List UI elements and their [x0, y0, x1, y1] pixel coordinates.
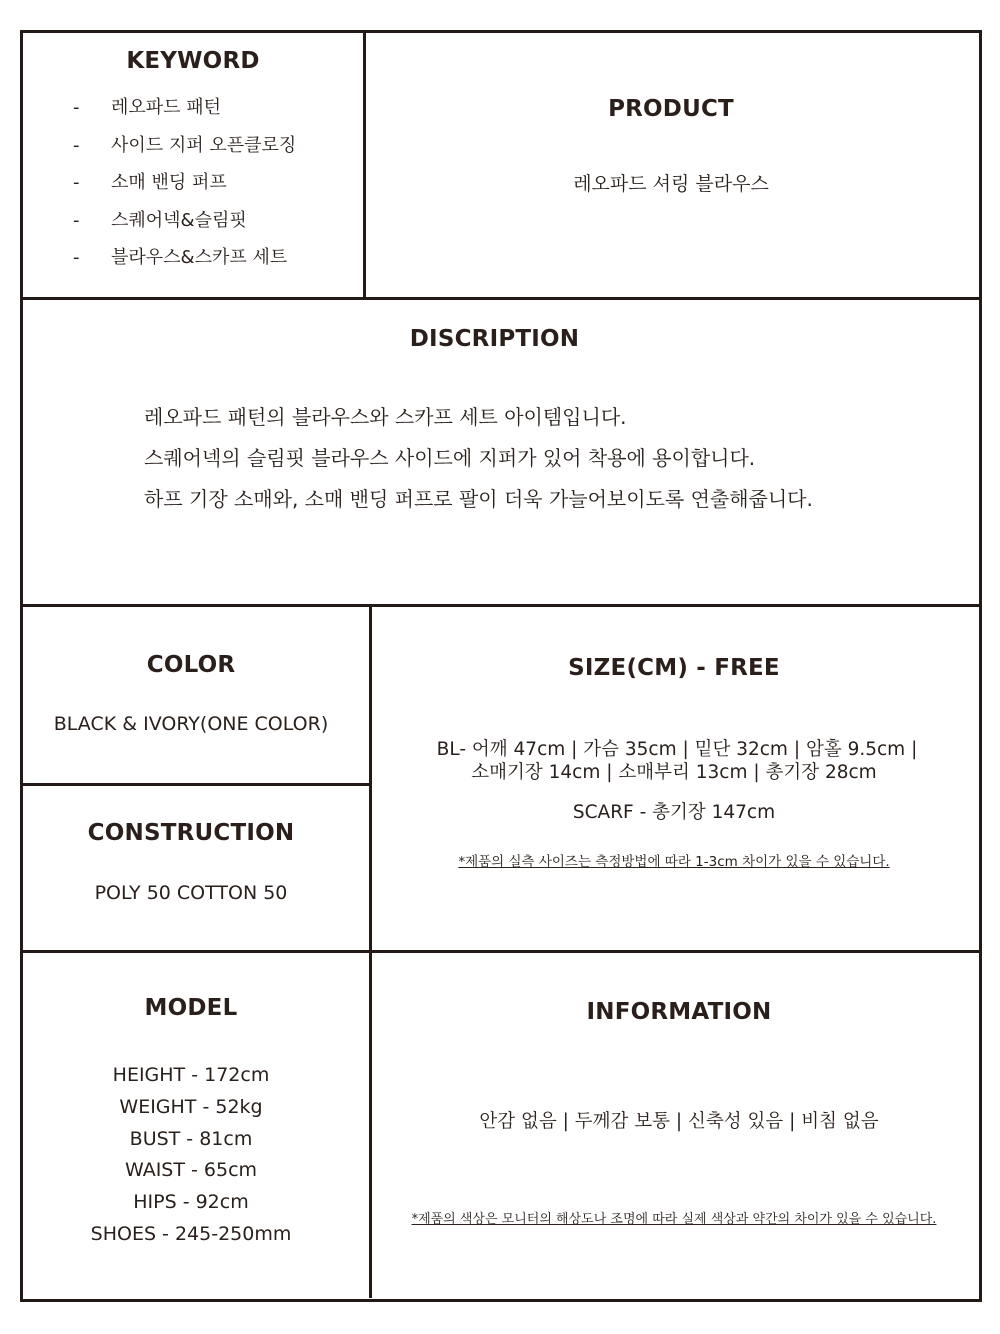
size-title: SIZE(CM) - FREE — [568, 655, 780, 681]
model-height: HEIGHT - 172cm — [112, 1064, 270, 1086]
size-note: *제품의 실측 사이즈는 측정방법에 따라 1-3cm 차이가 있을 수 있습니다. — [458, 854, 890, 870]
product-title: PRODUCT — [608, 96, 734, 122]
information-section — [372, 953, 976, 1296]
list-item: - 블라우스&스카프 세트 — [73, 247, 288, 268]
color-title: COLOR — [146, 652, 236, 678]
keyword-section — [23, 33, 363, 297]
model-measurements — [23, 1060, 359, 1251]
keyword-title: KEYWORD — [126, 48, 260, 74]
model-bust: BUST - 81cm — [129, 1127, 253, 1150]
description-section — [23, 300, 976, 604]
list-item: - 사이드 지퍼 오픈클로징 — [73, 134, 297, 156]
keyword-list — [23, 89, 363, 277]
description-title: DISCRIPTION — [409, 326, 580, 352]
size-scarf: SCARF - 총기장 147cm — [572, 802, 776, 823]
list-item: - 스퀘어넥&슬림핏 — [73, 209, 247, 231]
list-item: - 소매 밴딩 퍼프 — [73, 172, 227, 193]
model-shoes: SHOES - 245-250mm — [90, 1222, 292, 1245]
information-value: 안감 없음 | 두께감 보통 | 신축성 있음 | 비침 없음 — [479, 1111, 879, 1132]
construction-value: POLY 50 COTTON 50 — [94, 882, 288, 904]
color-value: BLACK & IVORY(ONE COLOR) — [53, 713, 329, 735]
model-hips: HIPS - 92cm — [133, 1191, 249, 1214]
model-title: MODEL — [144, 995, 238, 1021]
size-section — [372, 607, 976, 950]
model-section — [23, 953, 369, 1296]
description-text — [144, 397, 944, 520]
construction-title: CONSTRUCTION — [87, 820, 295, 846]
description-line: 레오파드 패턴의 블라우스와 스카프 세트 아이템입니다. — [144, 405, 627, 429]
product-section — [366, 33, 976, 297]
construction-section — [23, 786, 369, 950]
model-waist: WAIST - 65cm — [124, 1159, 258, 1182]
information-title: INFORMATION — [586, 999, 772, 1025]
product-name: 레오파드 셔링 블라우스 — [573, 173, 769, 195]
information-note: *제품의 색상은 모니터의 해상도나 조명에 따라 실제 색상과 약간의 차이가 있을 수 있습니다. — [411, 1212, 937, 1227]
model-weight: WEIGHT - 52kg — [119, 1095, 263, 1118]
color-section — [23, 607, 369, 783]
list-item: - 레오파드 패턴 — [73, 97, 222, 118]
size-bl-line2: 소매기장 14cm | 소매부리 13cm | 총기장 28cm — [471, 762, 877, 783]
size-bl-line1: BL- 어깨 47cm | 가슴 35cm | 밑단 32cm | 암홀 9.5cm | — [436, 739, 918, 760]
description-line: 하프 기장 소매와, 소매 밴딩 퍼프로 팔이 더욱 가늘어보이도록 연출해줍니다. — [144, 487, 813, 511]
description-line: 스퀘어넥의 슬림핏 블라우스 사이드에 지퍼가 있어 착용에 용이합니다. — [144, 446, 756, 470]
